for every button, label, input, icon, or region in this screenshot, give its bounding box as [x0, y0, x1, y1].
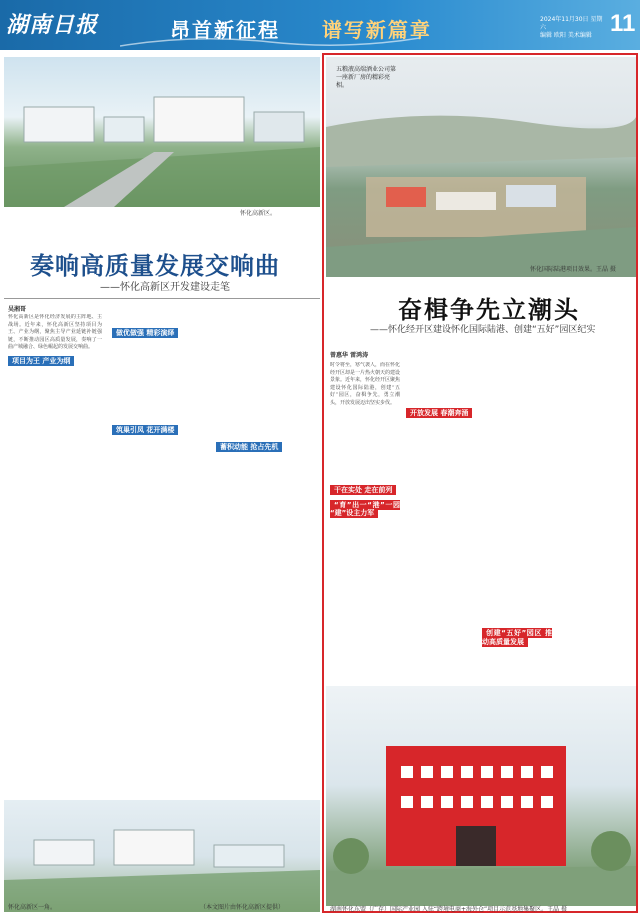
left-section-1: 项目为王 产业为纲	[8, 356, 74, 366]
right-top-caption: 怀化国际陆港项目效果。王晶 摄	[530, 266, 616, 273]
right-bottom-photo	[326, 686, 636, 906]
industrial-park-illustration-icon	[4, 57, 320, 207]
right-section-3: “育”出一“港”一园 “建”设主力军	[330, 500, 400, 517]
right-section-4: 创建“五好”园区 推动高质量发展	[482, 629, 552, 646]
newspaper-logo: 湖南日报	[6, 12, 99, 38]
right-headline: 奋楫争先立潮头	[398, 296, 580, 324]
left-headline: 奏响高质量发展交响曲	[30, 252, 280, 280]
right-body-text: 时令将至，寒气袭人，而在怀化经开区却是一片热火朝天的建设景象。近年来，怀化经开区聚焦建设怀化国际陆港，创建“五好”园区，奋楫争先，勇立潮头，开放发展迈出坚实步伐。	[330, 362, 400, 406]
right-byline: 曾惠华 雷鸿涛	[330, 352, 369, 359]
left-divider	[4, 298, 320, 299]
right-top-photo	[326, 57, 636, 277]
left-bottom-photo	[4, 800, 320, 912]
right-column-1	[330, 362, 400, 682]
left-column-2	[112, 304, 206, 794]
red-building-illustration-icon	[326, 686, 636, 906]
left-section-2: 筑巢引凤 花开满楼	[112, 425, 178, 435]
aerial-park-illustration-icon	[4, 800, 320, 912]
slogan-part2: 谱写新篇章	[321, 18, 432, 42]
left-column-1	[8, 314, 102, 794]
right-overlay-caption: 五粮液高端酒业公司第一座新厂房的精彩亮相。	[336, 66, 397, 89]
left-top-caption: 怀化高新区。	[240, 210, 277, 217]
left-bottom-credit: （本文图片由怀化高新区提供）	[200, 904, 285, 911]
left-column-3	[216, 304, 316, 794]
right-column-3	[482, 350, 552, 690]
left-section-3: 做优做强 精彩演绎	[112, 328, 178, 338]
left-byline: 吴湘哥	[8, 306, 27, 313]
date-line: 2024年11月30日 星期六	[540, 16, 603, 31]
right-column-2	[406, 350, 476, 690]
date-info	[540, 16, 606, 40]
left-top-photo	[4, 57, 320, 207]
slogan	[170, 14, 432, 43]
right-column-4	[558, 350, 632, 690]
right-section-1: 开放发展 春潮奔涌	[406, 408, 472, 418]
left-body-text: 怀化高新区是怀化经济发展的主阵地、主战场。近年来，怀化高新区坚持项目为王、产业为纲，聚焦主导产业延链补链强链，不断推动园区高质量发展，奏响了一曲产城融合、绿色崛起的发展交响曲。	[8, 314, 102, 350]
right-section-2: 干在实处 走在前列	[330, 485, 396, 495]
right-subhead: ——怀化经开区建设怀化国际陆港、创建“五好”园区纪实	[370, 325, 596, 335]
left-bottom-caption: 怀化高新区一角。	[8, 904, 57, 911]
slogan-part1: 昂首新征程	[170, 18, 280, 42]
right-bottom-caption: 湖南怀化东盟（广存）国际产业园 入驻“跨境电商+海外仓”项目示范基地集聚区。王晶 摄	[330, 906, 568, 913]
left-section-4: 蓄积动能 抢占先机	[216, 442, 282, 452]
left-subhead: ——怀化高新区开发建设走笔	[100, 282, 230, 293]
logistics-port-illustration-icon	[326, 57, 636, 277]
editor-line: 编辑 欧阳 美术编辑	[540, 32, 592, 39]
page-number: 11	[610, 10, 636, 37]
